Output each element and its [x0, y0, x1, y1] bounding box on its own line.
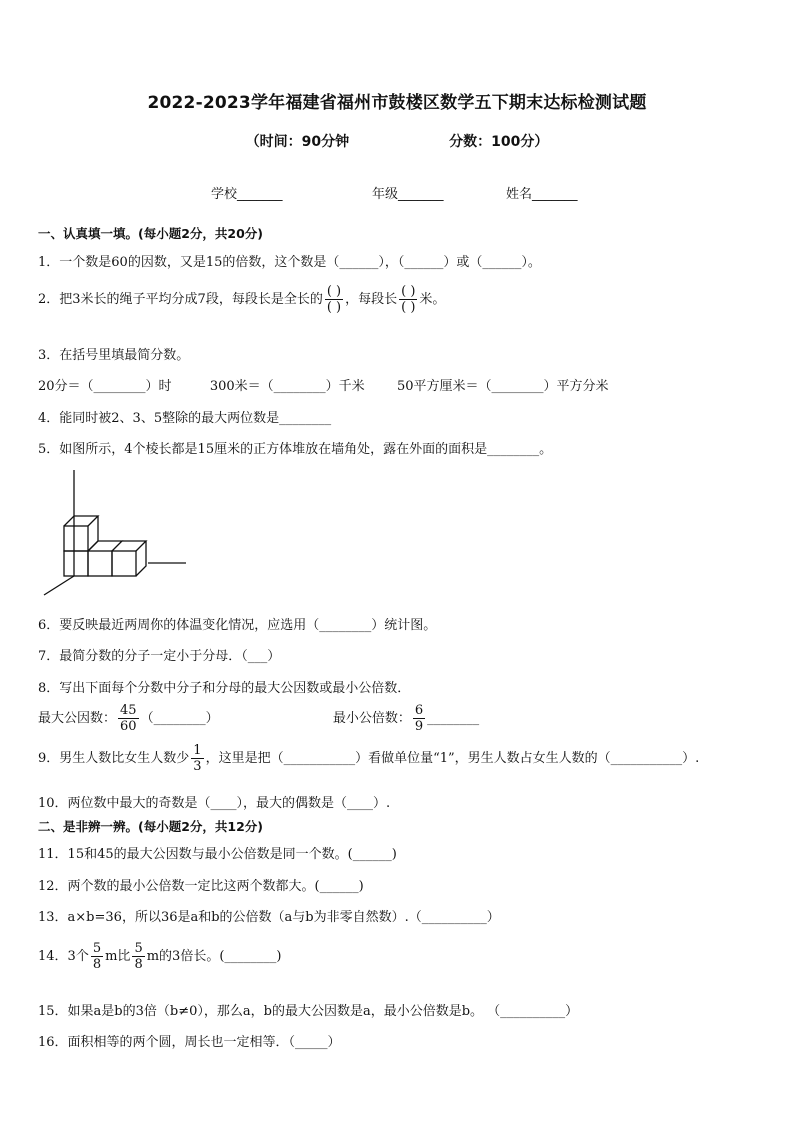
gcd-label: 最大公因数：	[38, 711, 117, 726]
question-12: 12．两个数的最小公倍数一定比这两个数都大。(______)	[38, 879, 364, 894]
cube-corner-figure	[40, 466, 190, 598]
question-3-part-b: 300米＝（________）千米	[209, 379, 365, 394]
fraction-45-60: $\frac{45}{60}$	[120, 703, 137, 734]
fraction-6-9: $\frac{6}{9}$	[414, 703, 424, 734]
question-14-text-a: 14．3个	[38, 949, 89, 964]
question-4: 4．能同时被2、3、5整除的最大两位数是________	[38, 411, 332, 426]
fraction-5-8: $\frac{5}{8}$	[92, 941, 102, 972]
exam-meta	[0, 131, 794, 151]
question-2-text-b: ，每段长	[345, 292, 398, 307]
question-5: 5．如图所示，4个棱长都是15厘米的正方体堆放在墙角处，露在外面的面积是________。	[38, 442, 553, 457]
fraction-blank: $\frac{( )}{( )}$	[326, 284, 342, 315]
question-14-text-c: m的3倍长。(________)	[146, 949, 282, 964]
question-3-line	[38, 375, 608, 394]
question-2	[38, 284, 445, 315]
question-10: 10．两位数中最大的奇数是（____），最大的偶数是（____）.	[38, 796, 391, 811]
question-7: 7．最简分数的分子一定小于分母．（___）	[38, 649, 281, 664]
name-field: 姓名_______	[506, 187, 578, 202]
fraction-blank: $\frac{( )}{( )}$	[401, 284, 416, 315]
question-15: 15．如果a是b的3倍（b≠0），那么a，b的最大公因数是a，最小公倍数是b。 （__________）	[38, 1004, 579, 1019]
question-3-part-c: 50平方厘米＝（________）平方分米	[396, 379, 609, 394]
question-14-text-b: m比	[105, 949, 131, 964]
section-heading-1: 一、认真填一填。(每小题2分，共20分)	[38, 226, 264, 241]
question-14	[38, 941, 281, 972]
exam-score: 分数：100分）	[449, 134, 549, 150]
question-2-text-a: 2．把3米长的绳子平均分成7段，每段长是全长的	[38, 292, 323, 307]
exam-time: （时间：90分钟	[245, 134, 350, 150]
question-9-text-b: ，这里是把（___________）看做单位量“1”，男生人数占女生人数的（___________）.	[205, 751, 700, 766]
question-3-part-a: 20分＝（________）时	[38, 379, 172, 394]
question-8: 8．写出下面每个分数中分子和分母的最大公因数或最小公倍数．	[38, 681, 411, 696]
grade-field: 年级_______	[372, 187, 444, 202]
fraction-5-8: $\frac{5}{8}$	[134, 941, 143, 972]
school-field: 学校_______	[211, 187, 283, 202]
question-13: 13．a×b=36，所以36是a和b的公倍数（a与b为非零自然数）.（__________）	[38, 910, 500, 925]
question-3: 3．在括号里填最简分数。	[38, 348, 190, 363]
question-16: 16．面积相等的两个圆，周长也一定相等．（_____）	[38, 1035, 341, 1050]
page-title: 2022-2023学年福建省福州市鼓楼区数学五下期末达标检测试题	[147, 93, 647, 113]
lcm-blank: ________	[427, 711, 480, 726]
question-1: 1．一个数是60的因数，又是15的倍数，这个数是（______），（______）或（______）。	[38, 255, 541, 270]
question-9-text-a: 9．男生人数比女生人数少	[38, 751, 190, 766]
section-heading-2: 二、是非辨一辨。(每小题2分，共12分)	[38, 819, 264, 834]
question-11: 11．15和45的最大公因数与最小公倍数是同一个数。(______)	[38, 847, 397, 862]
lcm-label: 最小公倍数：	[332, 711, 411, 726]
question-2-text-c: 米。	[419, 292, 446, 307]
question-8-line	[38, 703, 479, 734]
fraction-1-3: $\frac{1}{3}$	[193, 743, 202, 774]
question-9	[38, 743, 699, 774]
gcd-blank: （________）	[140, 711, 219, 726]
question-6: 6．要反映最近两周你的体温变化情况，应选用（________）统计图。	[38, 618, 437, 633]
